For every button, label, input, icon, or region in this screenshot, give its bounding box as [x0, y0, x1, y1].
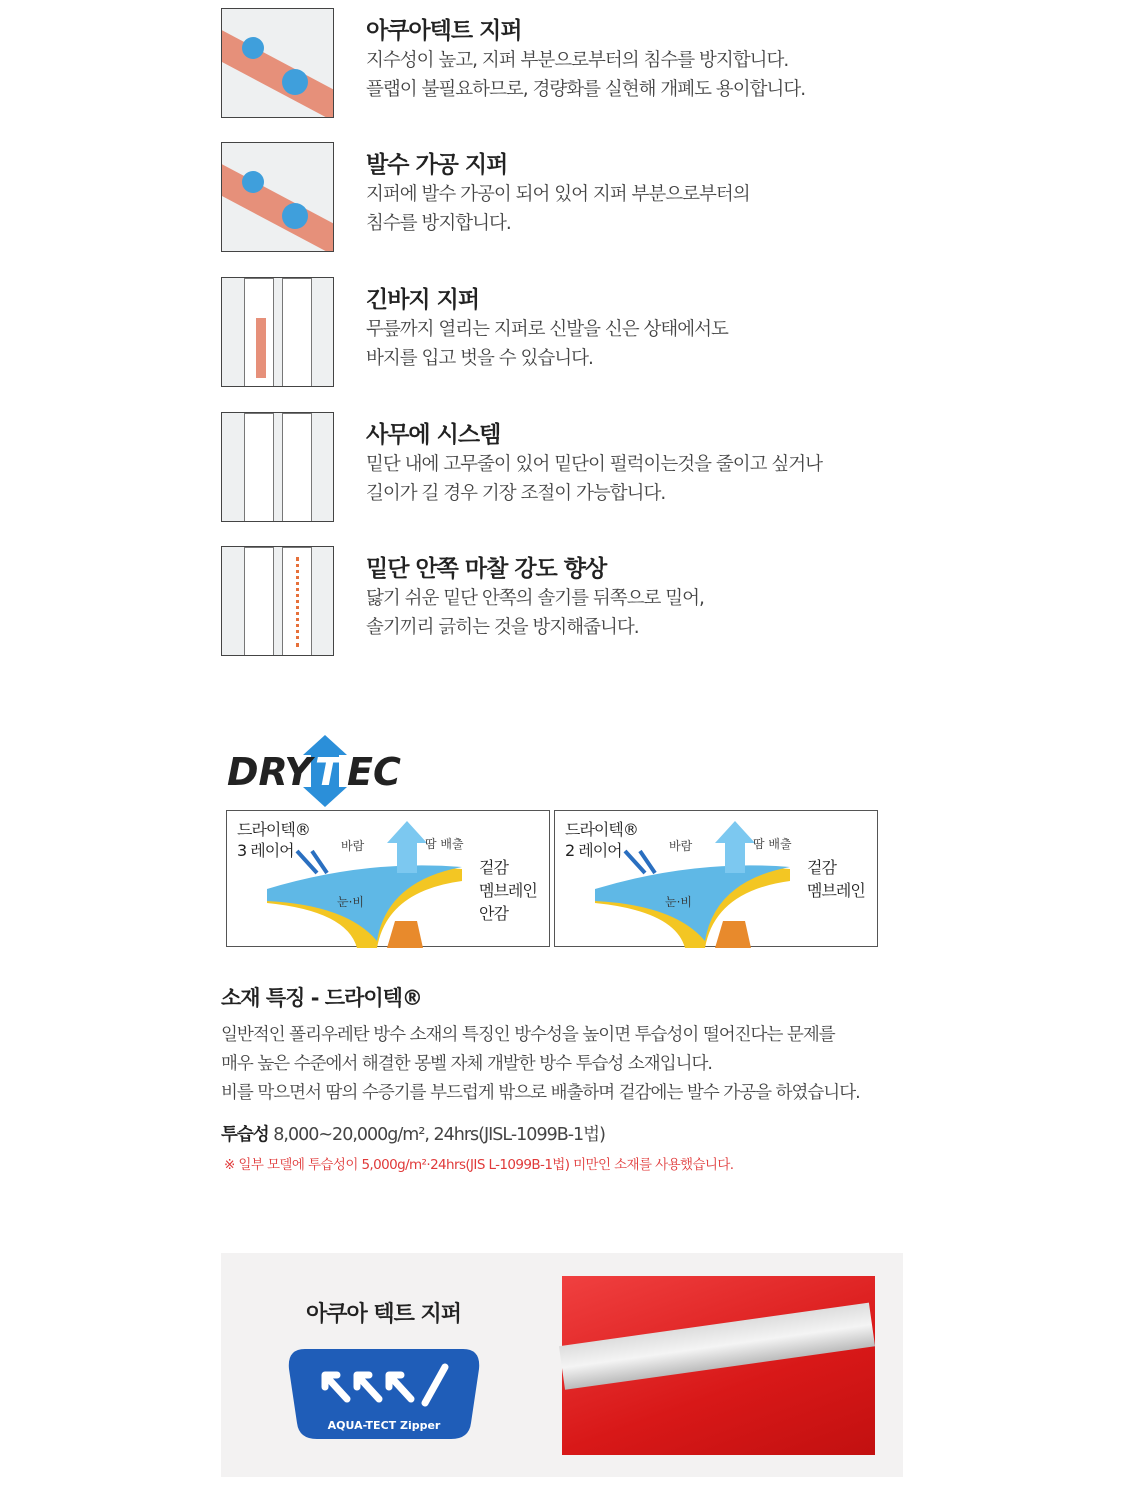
sweat-label: 땀 배출: [425, 837, 464, 851]
feature-title: 사무에 시스템: [366, 422, 501, 448]
drytec-logo: [225, 735, 425, 807]
feature-item: [221, 546, 921, 658]
rain-label: 눈·비: [665, 895, 692, 909]
feature-item: [221, 142, 921, 254]
water-repellent-zipper-illustration: [221, 142, 334, 252]
aquatect-zipper-photo: [562, 1276, 875, 1455]
feature-title: 아쿠아텍트 지퍼: [366, 18, 522, 44]
rain-label: 눈·비: [337, 895, 364, 909]
layer-label: 안감: [479, 904, 508, 923]
layer-label: 겉감: [807, 858, 836, 877]
feature-description: 지수성이 높고, 지퍼 부분으로부터의 침수를 방지합니다. 플랩이 불필요하므로, 경량화를 실현해 개폐도 용이합니다.: [366, 50, 806, 100]
layer-count: 3 레이어: [237, 841, 294, 860]
material-heading: 소재 특징 - 드라이텍®: [221, 986, 422, 1010]
feature-title: 밑단 안쪽 마찰 강도 향상: [366, 556, 607, 582]
layer-count: 2 레이어: [565, 841, 622, 860]
layer-diagram: [554, 810, 878, 947]
feature-description: 지퍼에 발수 가공이 되어 있어 지퍼 부분으로부터의 침수를 방지합니다.: [366, 184, 750, 234]
layer-label: 멤브레인: [807, 881, 865, 900]
feature-title: 긴바지 지퍼: [366, 287, 480, 313]
sweat-label: 땀 배출: [753, 837, 792, 851]
product-name: 드라이텍®: [237, 820, 310, 839]
spec-label: 투습성: [221, 1125, 269, 1145]
description-line: 일반적인 폴리우레탄 방수 소재의 특징인 방수성을 높이면 투습성이 떨어진다는 문제를: [221, 1025, 835, 1045]
feature-title: 발수 가공 지퍼: [366, 152, 508, 178]
svg-text:T: T: [315, 750, 341, 794]
layer-diagram: [226, 810, 550, 947]
breathability-note: ※ 일부 모델에 투습성이 5,000g/m²·24hrs(JIS L-1099B-1법) 미만인 소재를 사용했습니다.: [224, 1157, 734, 1173]
aquatect-panel: [221, 1253, 903, 1477]
feature-description: 밑단 내에 고무줄이 있어 밑단이 펄럭이는것을 줄이고 싶거나 길이가 길 경우 기장 조절이 가능합니다.: [366, 454, 822, 504]
wind-label: 바람: [341, 839, 365, 853]
wind-label: 바람: [669, 839, 693, 853]
layer-label: 멤브레인: [479, 881, 537, 900]
layer-label: 겉감: [479, 858, 508, 877]
description-line: 매우 높은 수준에서 해결한 몽벨 자체 개발한 방수 투습성 소재입니다.: [221, 1054, 712, 1074]
hem-reinforcement-illustration: [221, 546, 334, 656]
feature-item: [221, 8, 921, 120]
breathability-spec: [221, 1121, 605, 1146]
svg-text:EC: EC: [347, 750, 401, 794]
material-description: [221, 1021, 860, 1108]
feature-description: 닳기 쉬운 밑단 안쪽의 솔기를 뒤쪽으로 밀어, 솔기끼리 긁히는 것을 방지해줍니다.: [366, 588, 704, 638]
panel-title: 아쿠아 텍트 지퍼: [305, 1302, 462, 1327]
badge-text: AQUA-TECT Zipper: [327, 1419, 441, 1432]
feature-description: 무릎까지 열리는 지퍼로 신발을 신은 상태에서도 바지를 입고 벗을 수 있습니다.: [366, 319, 728, 369]
product-name: 드라이텍®: [565, 820, 638, 839]
description-line: 비를 막으면서 땀의 수증기를 부드럽게 밖으로 배출하며 겉감에는 발수 가공을 하였습니다.: [221, 1083, 860, 1103]
aquatect-zipper-badge: [285, 1345, 483, 1441]
svg-text:DRY: DRY: [227, 750, 312, 794]
aquatect-zipper-illustration: [221, 8, 334, 118]
spec-value: 8,000~20,000g/m², 24hrs(JISL-1099B-1법): [273, 1125, 605, 1145]
long-pants-zipper-illustration: [221, 277, 334, 387]
feature-item: [221, 277, 921, 389]
hem-system-illustration: [221, 412, 334, 522]
feature-item: [221, 412, 921, 524]
